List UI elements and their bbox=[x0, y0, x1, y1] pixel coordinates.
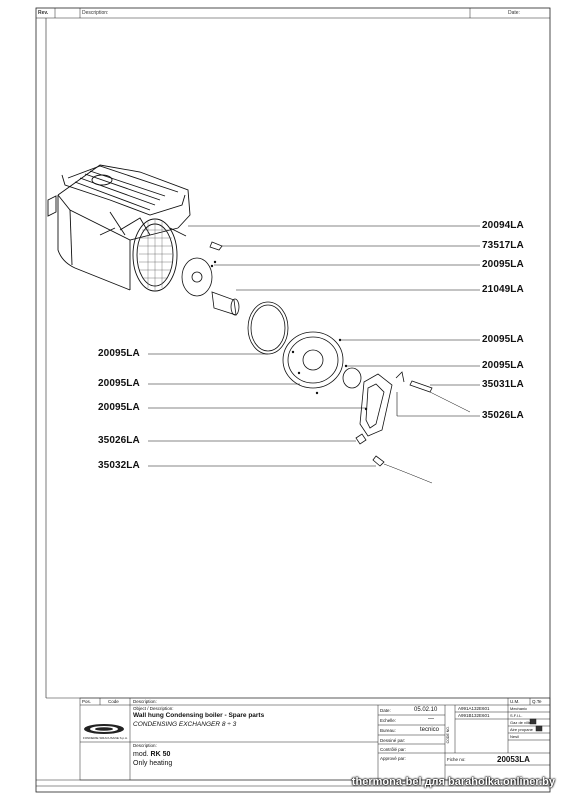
tb-right-item-3: Gaz de ville bbox=[510, 720, 531, 725]
part-label-20095-f: 20095LA bbox=[98, 402, 140, 413]
exchanger-body bbox=[48, 165, 190, 291]
tb-code-a: A991A132E601 bbox=[458, 706, 490, 711]
tb-checked-label: Contrôlé par: bbox=[380, 747, 407, 752]
title-block-grid bbox=[36, 698, 550, 786]
part-label-20095-a: 20095LA bbox=[482, 259, 524, 270]
part-label-35032: 35032LA bbox=[98, 460, 140, 471]
tb-code-b: A991B132E601 bbox=[458, 713, 490, 718]
part-label-20095-b: 20095LA bbox=[482, 334, 524, 345]
tb-object-label: Object / Description: bbox=[133, 706, 174, 711]
tb-code-label: Code bbox=[108, 699, 119, 704]
tb-date-label: Date: bbox=[380, 708, 391, 713]
tb-sheet-label: Fiche no: bbox=[447, 757, 466, 762]
part-dots bbox=[211, 261, 367, 410]
part-label-21049: 21049LA bbox=[482, 284, 524, 295]
tb-scale-value: — bbox=[428, 716, 434, 722]
header-description-label: Description: bbox=[82, 10, 109, 16]
part-label-20094: 20094LA bbox=[482, 220, 524, 231]
tb-qty-label: Q.Te bbox=[532, 699, 542, 704]
tb-company: FONDERIE SIRACUSANE S.p.A. bbox=[83, 736, 128, 740]
tb-title: Wall hung Condensing boiler - Spare parts bbox=[133, 712, 265, 719]
tb-model-prefix: mod. bbox=[133, 751, 149, 758]
tb-approved-label: Approvè par: bbox=[380, 756, 406, 761]
tb-right-item-1: Mechanic bbox=[510, 706, 528, 711]
company-logo bbox=[84, 724, 124, 734]
tb-pos-label: Pos. bbox=[82, 699, 92, 704]
tb-description-label: Description: bbox=[133, 699, 157, 704]
tb-description2-label: Description: bbox=[133, 743, 157, 748]
leader-lines bbox=[148, 226, 480, 466]
tb-codes-vertical: CODE NO. bbox=[446, 726, 450, 744]
tb-drawn-label: Bureau: bbox=[380, 728, 396, 733]
tb-date: 05.02.10 bbox=[414, 707, 438, 713]
tb-um-label: U.M. bbox=[510, 699, 520, 704]
tb-model-name: RK 50 bbox=[150, 751, 171, 758]
tb-model-note: Only heating bbox=[133, 760, 173, 767]
tb-right-item-2: S.F.I.L. bbox=[510, 713, 523, 718]
tb-subtitle: CONDENSING EXCHANGER 8 ÷ 3 bbox=[133, 721, 237, 728]
part-label-20095-e: 20095LA bbox=[98, 378, 140, 389]
part-label-20095-c: 20095LA bbox=[98, 348, 140, 359]
part-label-73517: 73517LA bbox=[482, 240, 524, 251]
tb-model bbox=[133, 751, 170, 758]
watermark: thermona-bel для baraholka.onliner.by bbox=[351, 776, 555, 788]
part-label-35026-a: 35026LA bbox=[482, 410, 524, 421]
tb-scale-label: Echelle: bbox=[380, 718, 397, 723]
tb-right-item-4: Aire propane bbox=[510, 727, 533, 732]
header-rev-label: Rev. bbox=[38, 10, 49, 16]
exploded-parts bbox=[182, 242, 470, 483]
tb-right-item-5: Nesil bbox=[510, 734, 519, 739]
tb-sheet-number: 20053LA bbox=[497, 755, 530, 764]
part-label-20095-d: 20095LA bbox=[482, 360, 524, 371]
part-label-35026-b: 35026LA bbox=[98, 435, 140, 446]
tb-drawn-value: tecnico bbox=[420, 727, 440, 733]
tb-designed-label: Dessiné par: bbox=[380, 738, 406, 743]
header-date-label: Date: bbox=[508, 10, 520, 16]
part-label-35031: 35031LA bbox=[482, 379, 524, 390]
